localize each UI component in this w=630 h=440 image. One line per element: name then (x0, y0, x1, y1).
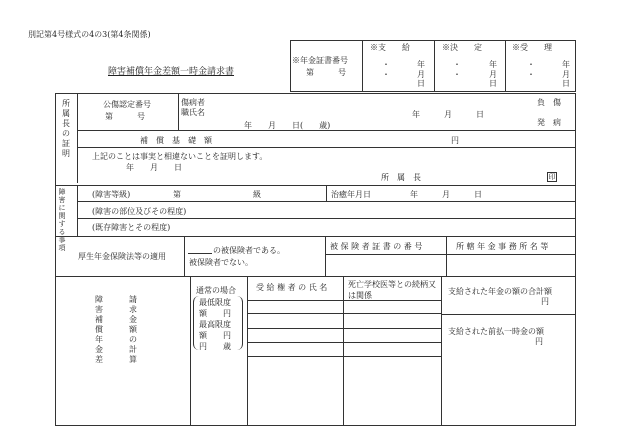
dot: ・ (453, 70, 461, 79)
healed-date[interactable]: 年 月 日 (410, 190, 482, 199)
year-label: 年 (489, 60, 497, 69)
dot: ・ (382, 60, 390, 69)
col-payment: ※支 給 (370, 43, 410, 52)
max-limit: 最高限度 (199, 320, 231, 329)
injury-date-field[interactable]: 年 月 日 (412, 110, 484, 119)
illness-type: 発 病 (537, 118, 561, 127)
existing-label: (既存障害とその程度) (92, 223, 171, 232)
pension-no-sub: 第 号 (306, 68, 346, 77)
grade-label: (障害等級) (92, 190, 131, 199)
form-title: 障害補償年金差額一時金請求書 (108, 67, 235, 77)
month-label: 月 (417, 70, 425, 79)
relation-label: 死亡学校医等との続柄又は関係 (348, 280, 436, 300)
col-decision: ※決 定 (442, 43, 482, 52)
dot: ・ (527, 60, 535, 69)
age-amount: 円 歳 (199, 342, 231, 351)
welfare-label: 厚生年金保険法等の適用 (78, 252, 166, 261)
col-receipt: ※受 理 (512, 43, 552, 52)
min-amount: 額 円 (199, 309, 231, 318)
recipient-name-label: 受 給 権 者 の 氏 名 (256, 283, 328, 292)
cert-statement: 上記のことは事実と相違ないことを証明します。 (92, 152, 268, 161)
year-label: 年 (562, 60, 570, 69)
year-label: 年 (417, 60, 425, 69)
min-limit: 最低限度 (199, 298, 231, 307)
base-amount-yen: 円 (451, 136, 459, 145)
name-label: 職氏名 (181, 108, 205, 117)
base-amount-label: 補 償 基 礎 額 (140, 136, 212, 145)
grade-value[interactable]: 第 級 (173, 190, 261, 199)
month-label: 月 (562, 70, 570, 79)
dob-field[interactable]: 年 月 日( 歳) (244, 121, 331, 130)
day-label: 日 (562, 79, 570, 88)
cert-side-label: 所属長の証明 (62, 99, 70, 158)
max-amount: 額 円 (199, 331, 231, 340)
claim-side-col2: 請求金額の計算 (129, 295, 137, 364)
disability-side-label: 障害に関する事項 (58, 188, 66, 252)
cert-date[interactable]: 年 月 日 (126, 163, 182, 172)
claim-side-col1: 障害補償年金差 (95, 295, 103, 364)
dot: ・ (382, 70, 390, 79)
total-paid-label: 支給された年金の額の合計額 (448, 287, 552, 296)
part-label: (障害の部位及びその程度) (92, 207, 187, 216)
office-label: 所 轄 年 金 事 務 所 名 等 (456, 242, 549, 251)
injury-type: 負 傷 (537, 98, 561, 107)
form-reference: 別記第4号様式の4の3(第4条関係) (28, 30, 151, 39)
day-label: 日 (417, 79, 425, 88)
month-label: 月 (489, 70, 497, 79)
advance-paid-label: 支給された前払一時金の額 (448, 327, 544, 336)
head-label: 所 属 長 (381, 173, 421, 182)
healed-label: 治癒年月日 (331, 190, 371, 199)
pension-no-label: ※年金証書番号 (292, 56, 348, 65)
cert-no-label: 被 保 険 者 証 書 の 番 号 (330, 242, 423, 251)
advance-paid-yen: 円 (535, 337, 543, 346)
dot: ・ (527, 70, 535, 79)
insured-yes: の被保険者である。 (213, 246, 285, 255)
accident-no-label: 公傷認定番号 (103, 100, 151, 109)
normal-case: 通常の場合 (196, 286, 236, 295)
insured-no: 被保険者でない。 (189, 258, 253, 267)
total-paid-yen: 円 (541, 297, 549, 306)
accident-no-sub: 第 号 (105, 112, 145, 121)
seal-mark: 印 (548, 173, 556, 181)
injured-label: 傷病者 (181, 98, 205, 107)
day-label: 日 (489, 79, 497, 88)
dot: ・ (453, 60, 461, 69)
